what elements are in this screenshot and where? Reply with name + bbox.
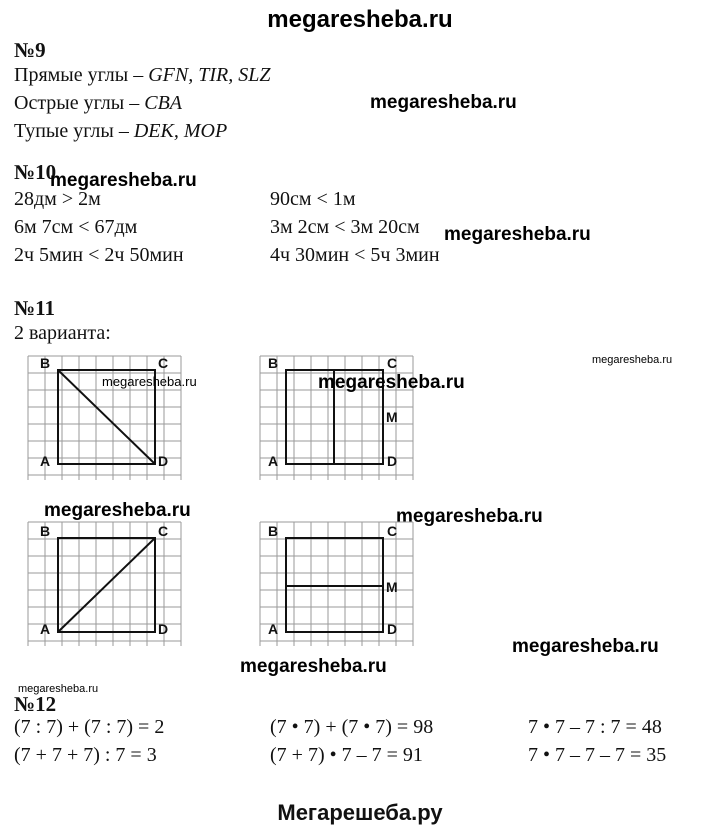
watermark: megaresheba.ru [318, 372, 465, 393]
task9-right-angles [14, 64, 270, 87]
task12-header: №12 [14, 692, 57, 716]
task10-header: №10 [14, 160, 57, 184]
vertex-label-a: A [268, 453, 279, 469]
figure-diagonal-ac [18, 516, 188, 652]
vertex-label-c: C [387, 523, 398, 539]
vertex-label-m: M [386, 409, 398, 425]
task10-cell: 90см < 1м [270, 188, 356, 210]
task12-cell: (7 + 7 + 7) : 7 = 3 [14, 744, 157, 766]
task10-cell: 2ч 5мин < 2ч 50мин [14, 244, 184, 266]
watermark: megaresheba.ru [50, 170, 197, 191]
task10-cell: 4ч 30мин < 5ч 3мин [270, 244, 440, 266]
cut-line [58, 538, 155, 632]
task12-cell: (7 • 7) + (7 • 7) = 98 [270, 716, 434, 738]
figure-vertical-cut [250, 350, 420, 486]
vertex-label-b: B [40, 523, 51, 539]
vertex-label-b: B [268, 355, 279, 371]
task12-cell: 7 • 7 – 7 : 7 = 48 [528, 716, 662, 738]
task9-acute-label: Острые углы – [14, 92, 145, 114]
vertex-label-c: C [158, 523, 169, 539]
vertex-label-d: D [158, 453, 169, 469]
watermark: megaresheba.ru [512, 636, 659, 657]
task9-obtuse-label: Тупые углы – [14, 120, 134, 142]
task9-obtuse-values: DEK, MOP [133, 120, 228, 142]
vertex-label-d: D [158, 621, 169, 637]
vertex-label-m: M [386, 579, 398, 595]
vertex-label-d: D [387, 453, 398, 469]
figure-diagonal-bd [18, 350, 188, 486]
task11-subtitle: 2 варианта: [14, 322, 111, 344]
figure-horizontal-cut [250, 516, 420, 652]
task12-cell: 7 • 7 – 7 – 7 = 35 [528, 744, 667, 766]
task9-obtuse-angles [14, 120, 227, 143]
vertex-label-a: A [40, 453, 51, 469]
task9-acute-angles [14, 92, 182, 115]
task9-acute-values: CBA [144, 92, 183, 114]
watermark: megaresheba.ru [44, 500, 191, 521]
task10-cell: 6м 7см < 67дм [14, 216, 138, 238]
vertex-label-b: B [268, 523, 279, 539]
task9-right-values: GFN, TIR, SLZ [148, 64, 271, 86]
vertex-label-a: A [40, 621, 51, 637]
watermark: megaresheba.ru [240, 656, 387, 677]
watermark: megaresheba.ru [102, 374, 197, 389]
vertex-label-c: C [387, 355, 398, 371]
task9-right-label: Прямые углы – [14, 64, 149, 86]
vertex-label-b: B [40, 355, 51, 371]
vertex-label-c: C [158, 355, 169, 371]
task10-cell: 28дм > 2м [14, 188, 101, 210]
site-footer[interactable]: Мегарешеба.ру [277, 800, 443, 825]
site-header[interactable]: megaresheba.ru [267, 6, 453, 33]
vertex-label-a: A [268, 621, 279, 637]
watermark: megaresheba.ru [592, 354, 673, 366]
watermark: megaresheba.ru [370, 92, 517, 113]
task11-header: №11 [14, 296, 55, 320]
task12-cell: (7 : 7) + (7 : 7) = 2 [14, 716, 165, 738]
task10-cell: 3м 2см < 3м 20см [270, 216, 420, 238]
watermark: megaresheba.ru [18, 683, 99, 695]
vertex-label-d: D [387, 621, 398, 637]
task12-cell: (7 + 7) • 7 – 7 = 91 [270, 744, 423, 766]
task9-header: №9 [14, 38, 46, 62]
watermark: megaresheba.ru [444, 224, 591, 245]
watermark: megaresheba.ru [396, 506, 543, 527]
